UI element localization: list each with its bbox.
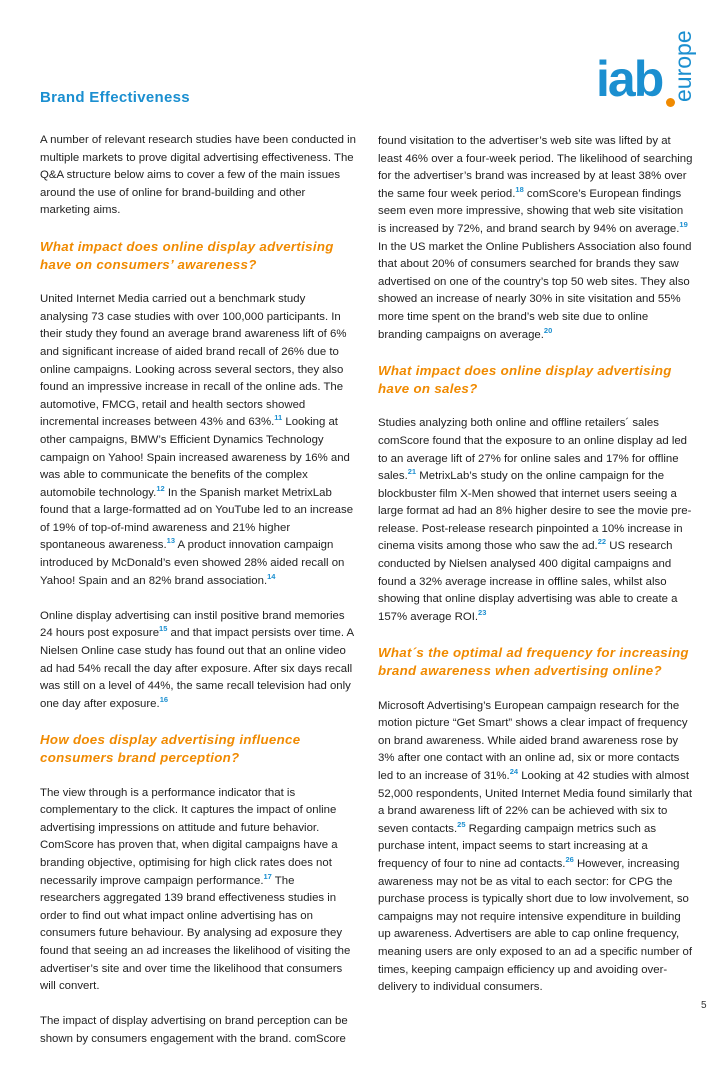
footnote-ref[interactable]: 21 [407,467,417,477]
intro-paragraph: A number of relevant research studies have been conducted in multiple markets to prove digital advertising effectiveness. The Q&A structure below aims to cover a few of the main issues around the use of online for brand-building and other marketing aims. [40,134,356,217]
heading-awareness: What impact does online display advertising have on consumers’ awareness? [40,238,334,272]
engagement-paragraph: The impact of display advertising on brand perception can be shown by consumers engagement with the brand. comScore [40,1015,348,1045]
logo-europe: europe [670,30,696,102]
awareness-paragraph: United Internet Media carried out a benchmark study analysing 73 case studies with over 100,000 participants. In their study they found an average brand awareness lift of 6% and significant increase of aided brand recall of 26% due to online campaigns. Looking across several sectors, they also found an impressive increase in recall of the online ads. The automotive, FMCG, retail and health sectors showed incremental increases between 43% and 63%.$^{11}$ Looking at other campaigns, BMW’s Efficient Dynamics Technology campaign on Yahoo! Spain increased awareness by 16% and was able to communicate the benefits of the complex automobile technology.$^{12}$ In the Spanish market MetrixLab found that a large-formatted ad on YouTube led to an increase of 19% of top-of-mind awareness and 21% higher spontaneous awareness.$^{13}$ A product innovation campaign introduced by McDonald’s even showed 28% aided recall on Yahoo! Spain and an 82% brand association.$^{14}$ [40,293,354,587]
visitation-paragraph: found visitation to the advertiser’s web site was lifted by at least 46% over a four-week period. The likelihood of searching for the advertiser’s brand was increased by at least 38% over the same four week period.$^{18}$ comScore’s European findings seem even more impressive, showing that web site visitation is increased by 72%, and brand search by 94% on average.$^{19}$ In the US market the Online Publishers Association also found that about 20% of consumers searched for brands they saw advertised on one of the country’s top 50 web sites. They also showed an increase of nearly 30% in site visitation and 55% more time spent on the brand’s web site due to online branding campaigns on average.$^{20}$ [378,135,693,341]
footnote-ref[interactable]: 11 [274,413,283,423]
page-title: Brand Effectiveness [40,89,190,106]
footnote-ref[interactable]: 23 [478,608,487,618]
footnote-ref[interactable]: 19 [679,220,688,230]
footnote-ref[interactable]: 20 [543,325,553,335]
footnote-ref[interactable]: 14 [267,571,276,581]
page-number: 5 [701,1000,707,1011]
footnote-ref[interactable]: 13 [166,536,175,546]
footnote-ref[interactable]: 22 [597,537,607,547]
footnote-ref[interactable]: 16 [159,695,169,705]
iab-europe-logo [596,14,696,110]
logo-iab: iab [596,51,663,107]
sales-paragraph: Studies analyzing both online and offline retailers´ sales comScore found that the exposure to an online display ad led to an average lift of 27% for online sales and 17% for offline sales.$^{21}$ MetrixLab’s study on the online campaign for the blockbuster film X-Men showed that internet users seeing a large format ad had an 8% higher desire to see the movie pre-release. Post-release research pinpointed a 10% increase in cinema visits among those who saw the ad.$^{22}$ US research conducted by Nielsen analysed 400 digital campaigns and found a 32% average increase in offline sales, whilst also showing that online display advertising was able to create a 157% average ROI.$^{23}$ [378,417,692,623]
left-column [40,132,356,1066]
footnote-ref[interactable]: 18 [515,184,524,194]
heading-ad-frequency: What´s the optimal ad frequency for increasing brand awareness when advertising online? [378,645,689,679]
frequency-paragraph: Microsoft Advertising’s European campaign research for the motion picture “Get Smart” shows a clear impact of frequency on brand awareness. While aided brand awareness rose by 3% after one contact with an online ad, six or more contacts led to an increase of 31%.$^{24}$ Looking at 42 studies with almost 52,000 respondents, United Internet Media found similarly that a brand awareness lift of 22% can be achieved with six to seven contacts.$^{25}$ Regarding campaign metrics such as purchase intent, impact seems to start increasing at a frequency of four to nine ad contacts.$^{26}$ However, increasing awareness may not be as vital to each sector: for CPG the purchase process is typically short due to low involvement, so campaigns may not require intensive expenditure in building up awareness. Advertisers are able to cap online frequency, meaning users are only exposed to an ad a specific number of times, keeping campaign efficiency up and avoiding over-delivery to individual consumers. [378,699,693,994]
footnote-ref[interactable]: 17 [263,871,272,881]
heading-brand-perception: How does display advertising influence consumers brand perception? [40,732,301,765]
right-column [378,133,694,1014]
footnote-ref[interactable]: 26 [565,855,574,865]
footnote-ref[interactable]: 15 [159,624,168,634]
heading-sales: What impact does online display advertising have on sales? [378,362,672,396]
memory-paragraph: Online display advertising can instil positive brand memories 24 hours post exposure$^{15}$ and that impact persists over time. A Nielsen Online case study has found out that an online video ad had 54% recall the day after exposure. After six days recall was still on a level of 44%, the same recall television had only one day after exposure.$^{16}$ [40,609,354,710]
footnote-ref[interactable]: 24 [509,767,519,777]
footnote-ref[interactable]: 25 [457,819,466,829]
footnote-ref[interactable]: 12 [156,483,165,493]
view-through-paragraph: The view through is a performance indicator that is complementary to the click. It captures the impact of online advertising impressions on attitude and future behavior. ComScore has proven that, when digital campaigns have a branding objective, optimising for high click rates does not necessarily improve campaign performance.$^{17}$ The researchers aggregated 139 brand effectiveness studies in order to find out what impact online advertising has on consumers future behaviour. By analysing ad exposure they found that seeing an ad increases the likelihood of visiting the advertiser’s site and over time the likelihood that consumers will convert. [40,786,351,993]
